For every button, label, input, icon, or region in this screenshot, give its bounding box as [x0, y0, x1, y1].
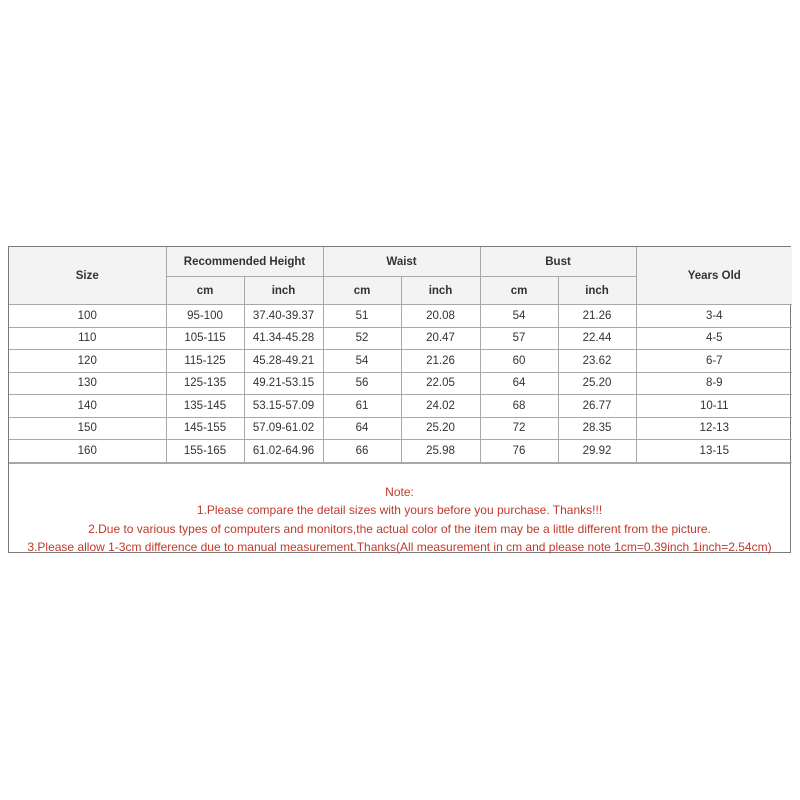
cell-height-cm: 155-165: [166, 440, 244, 463]
cell-size: 160: [9, 440, 166, 463]
cell-bust-cm: 54: [480, 305, 558, 328]
subheader-waist-cm: cm: [323, 277, 401, 305]
header-recommended-height: Recommended Height: [166, 247, 323, 277]
cell-years: 4-5: [636, 327, 792, 350]
size-chart: [8, 246, 791, 553]
cell-height-cm: 115-125: [166, 350, 244, 373]
subheader-height-cm: cm: [166, 277, 244, 305]
table-row: [9, 417, 792, 440]
cell-height-inch: 53.15-57.09: [244, 395, 323, 418]
cell-size: 150: [9, 417, 166, 440]
cell-years: 8-9: [636, 372, 792, 395]
cell-waist-cm: 54: [323, 350, 401, 373]
table-row: [9, 395, 792, 418]
subheader-bust-inch: inch: [558, 277, 636, 305]
table-row: [9, 372, 792, 395]
cell-size: 130: [9, 372, 166, 395]
cell-years: 12-13: [636, 417, 792, 440]
note-line-3: 3.Please allow 1-3cm difference due to manual measurement.Thanks(All measurement in cm and please note 1cm=0.39inch 1inch=2.54cm): [27, 540, 772, 554]
cell-size: 140: [9, 395, 166, 418]
cell-waist-inch: 21.26: [401, 350, 480, 373]
subheader-height-inch: inch: [244, 277, 323, 305]
cell-bust-inch: 23.62: [558, 350, 636, 373]
cell-bust-inch: 22.44: [558, 327, 636, 350]
cell-height-inch: 61.02-64.96: [244, 440, 323, 463]
table-row: [9, 327, 792, 350]
subheader-waist-inch: inch: [401, 277, 480, 305]
cell-bust-cm: 60: [480, 350, 558, 373]
cell-size: 120: [9, 350, 166, 373]
cell-waist-cm: 56: [323, 372, 401, 395]
cell-height-inch: 37.40-39.37: [244, 305, 323, 328]
cell-bust-cm: 76: [480, 440, 558, 463]
cell-height-cm: 135-145: [166, 395, 244, 418]
cell-height-inch: 57.09-61.02: [244, 417, 323, 440]
table-row: [9, 350, 792, 373]
size-table: [9, 247, 792, 463]
cell-size: 100: [9, 305, 166, 328]
cell-height-cm: 105-115: [166, 327, 244, 350]
cell-years: 6-7: [636, 350, 792, 373]
cell-height-inch: 45.28-49.21: [244, 350, 323, 373]
cell-years: 3-4: [636, 305, 792, 328]
cell-bust-cm: 57: [480, 327, 558, 350]
cell-height-inch: 41.34-45.28: [244, 327, 323, 350]
cell-bust-inch: 25.20: [558, 372, 636, 395]
cell-bust-cm: 72: [480, 417, 558, 440]
cell-bust-cm: 64: [480, 372, 558, 395]
cell-bust-cm: 68: [480, 395, 558, 418]
cell-bust-inch: 26.77: [558, 395, 636, 418]
header-waist: Waist: [323, 247, 480, 277]
cell-size: 110: [9, 327, 166, 350]
cell-waist-inch: 22.05: [401, 372, 480, 395]
note-line-2: 2.Due to various types of computers and monitors,the actual color of the item may be a little different from the picture.: [88, 521, 711, 536]
cell-waist-cm: 61: [323, 395, 401, 418]
cell-waist-cm: 64: [323, 417, 401, 440]
cell-height-cm: 145-155: [166, 417, 244, 440]
cell-waist-cm: 51: [323, 305, 401, 328]
table-row: [9, 440, 792, 463]
cell-height-cm: 95-100: [166, 305, 244, 328]
table-row: [9, 305, 792, 328]
cell-bust-inch: 29.92: [558, 440, 636, 463]
cell-waist-cm: 66: [323, 440, 401, 463]
cell-waist-inch: 20.47: [401, 327, 480, 350]
cell-bust-inch: 21.26: [558, 305, 636, 328]
note-title: Note:: [385, 484, 414, 499]
notes-section: [9, 463, 790, 554]
header-years-old: Years Old: [636, 247, 792, 305]
header-size: Size: [9, 247, 166, 305]
subheader-bust-cm: cm: [480, 277, 558, 305]
cell-bust-inch: 28.35: [558, 417, 636, 440]
cell-years: 13-15: [636, 440, 792, 463]
cell-waist-inch: 25.20: [401, 417, 480, 440]
cell-height-cm: 125-135: [166, 372, 244, 395]
cell-height-inch: 49.21-53.15: [244, 372, 323, 395]
cell-waist-cm: 52: [323, 327, 401, 350]
cell-waist-inch: 25.98: [401, 440, 480, 463]
cell-waist-inch: 20.08: [401, 305, 480, 328]
header-bust: Bust: [480, 247, 636, 277]
cell-years: 10-11: [636, 395, 792, 418]
note-line-1: 1.Please compare the detail sizes with yours before you purchase. Thanks!!!: [196, 503, 603, 517]
cell-waist-inch: 24.02: [401, 395, 480, 418]
